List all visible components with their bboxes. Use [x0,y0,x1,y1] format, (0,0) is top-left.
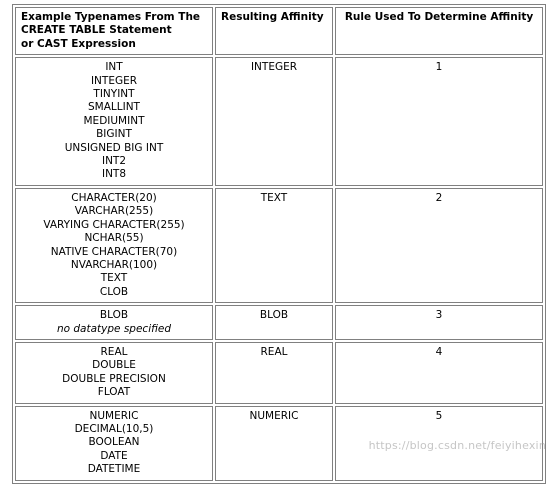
typename: CHARACTER(20) [71,191,157,204]
typename: TEXT [100,272,128,285]
affinity-cell: REAL [215,342,333,404]
typename: INT [105,61,123,74]
typename: REAL [100,345,128,358]
affinity-cell: BLOB [215,305,333,340]
typenames-cell [15,57,213,186]
typename: VARYING CHARACTER(255) [43,218,185,231]
table-row [15,305,543,340]
typenames-cell [15,188,213,303]
typename: DATE [100,449,128,462]
affinity-cell: NUMERIC [215,406,333,481]
affinity-cell: INTEGER [215,57,333,186]
rule-cell: 3 [335,305,543,340]
rule-cell: 1 [335,57,543,186]
typename: BLOB [99,309,129,322]
affinity-cell: TEXT [215,188,333,303]
affinity-table [12,4,546,484]
rule-cell: 4 [335,342,543,404]
header-typenames-line3: or CAST Expression [21,37,136,50]
typename: SMALLINT [88,101,140,114]
typename: CLOB [99,285,129,298]
typename: VARCHAR(255) [74,205,154,218]
header-typenames [15,7,213,55]
header-typenames-line2: CREATE TABLE Statement [21,24,172,37]
typename: FLOAT [97,386,131,399]
typenames-cell [15,406,213,481]
typenames-cell [15,342,213,404]
typenames-cell [15,305,213,340]
typename: NVARCHAR(100) [70,258,158,271]
rule-cell: 5 [335,406,543,481]
typename: BOOLEAN [88,436,140,449]
typename-note: no datatype specified [56,322,172,335]
header-rule: Rule Used To Determine Affinity [335,7,543,55]
typename: NUMERIC [89,409,139,422]
typename: DATETIME [87,463,141,476]
table-row [15,342,543,404]
typename: INT8 [101,168,127,181]
typename: UNSIGNED BIG INT [64,141,164,154]
typename: BIGINT [96,128,132,141]
typename: INTEGER [90,74,138,87]
watermark: https://blog.csdn.net/feiyihexin [368,439,546,452]
rule-cell: 2 [335,188,543,303]
typename: TINYINT [93,88,135,101]
table-row [15,57,543,186]
typename: DOUBLE [92,359,136,372]
table-body [15,57,543,480]
typename: DECIMAL(10,5) [74,422,154,435]
header-affinity: Resulting Affinity [215,7,333,55]
typename: DOUBLE PRECISION [62,372,166,385]
table-row [15,188,543,303]
typename: NATIVE CHARACTER(70) [50,245,178,258]
header-row [15,7,543,55]
typename: NCHAR(55) [84,232,144,245]
typename: MEDIUMINT [83,114,145,127]
typename: INT2 [101,155,127,168]
header-typenames-line1: Example Typenames From The [21,11,201,23]
